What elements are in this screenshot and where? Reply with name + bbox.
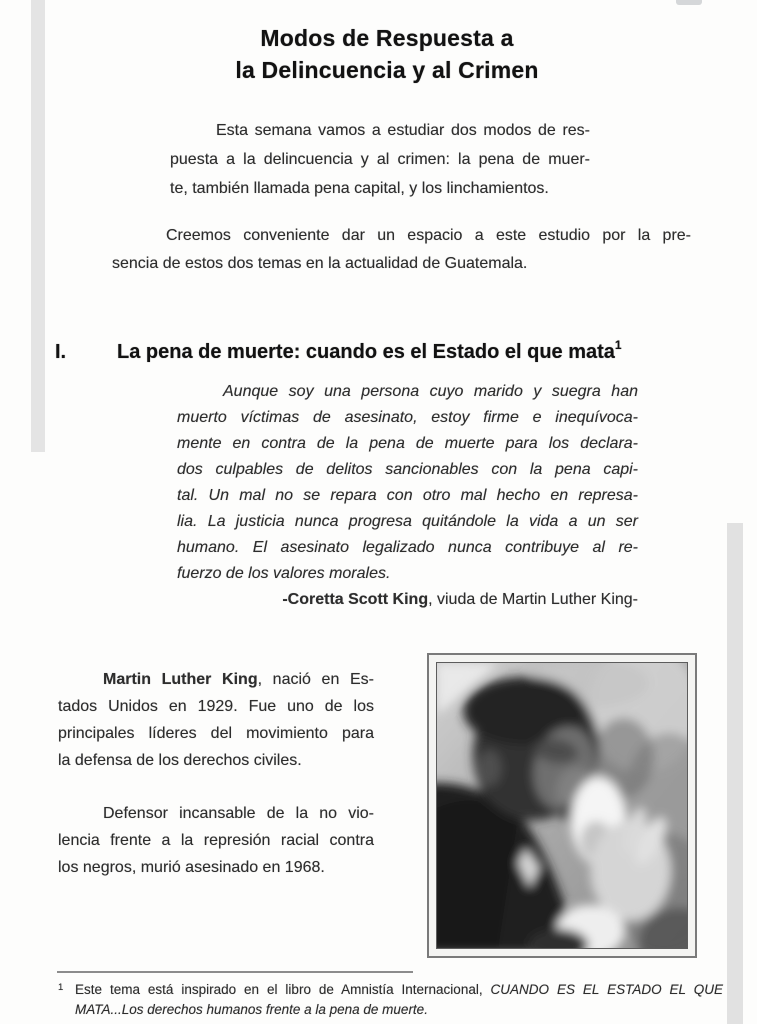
- paragraph-line: tados Unidos en 1929. Fue uno de los: [58, 698, 374, 715]
- paragraph-line: lencia frente a la represión racial contra: [58, 832, 374, 849]
- paragraph-line: puesta a la delincuencia y al crimen: la pena de muer-: [170, 151, 590, 168]
- section-heading: [55, 338, 705, 366]
- footnote-line: MATA...Los derechos humanos frente a la pena de muerte.: [75, 1002, 428, 1017]
- quote-attribution-name: -Coretta Scott King: [282, 591, 429, 608]
- paragraph-line: Martin Luther King, nació en Es-: [103, 671, 374, 688]
- block-quote: [177, 379, 638, 587]
- mlk-photo-illustration: [437, 663, 687, 948]
- intro-paragraph-2: [112, 222, 691, 278]
- quote-line: humano. El asesinato legalizado nunca contribuye al re-: [177, 539, 638, 556]
- footnote: [57, 980, 723, 1020]
- bio-name-bold: Martin Luther King: [103, 671, 258, 688]
- quote-attribution-role: , viuda de Martin Luther King-: [428, 591, 638, 608]
- footnote-line: Este tema está inspirado en el libro de Amnistía Internacional, CUANDO ES EL ESTADO EL QUE: [75, 982, 723, 997]
- bio-paragraph-2: [58, 800, 374, 881]
- quote-line: lia. La justicia nunca progresa quitándole la vida a un ser: [177, 513, 638, 530]
- paragraph-line: Defensor incansable de la no vio-: [103, 805, 374, 822]
- quote-line: Aunque soy una persona cuyo marido y suegra han: [223, 383, 638, 400]
- quote-line: tal. Un mal no se repara con otro mal hecho en represa-: [177, 487, 638, 504]
- footnote-reference: 1: [614, 338, 622, 353]
- section-heading-text: La pena de muerte: cuando es el Estado el que mata$^1$: [117, 338, 622, 363]
- photo-frame: [427, 653, 697, 958]
- scan-artifact-right-strip: [727, 523, 743, 1024]
- paragraph-line: Creemos conveniente dar un espacio a este estudio por la pre-: [166, 227, 691, 244]
- quote-line: fuerzo de los valores morales.: [177, 565, 391, 582]
- quote-attribution: [177, 587, 638, 613]
- document-title: [17, 22, 757, 86]
- paragraph-line: Esta semana vamos a estudiar dos modos de res-: [216, 122, 590, 139]
- paragraph-line: la defensa de los derechos civiles.: [58, 752, 302, 769]
- quote-line: mente en contra de la pena de muerte para los declara-: [177, 435, 638, 452]
- footnote-rule: [57, 971, 413, 973]
- quote-line: muerto víctimas de asesinato, estoy firme e inequívoca-: [177, 409, 638, 426]
- footnote-book-title: CUANDO ES EL ESTADO EL QUE: [490, 982, 723, 997]
- quote-line: dos culpables de delitos sancionables con la pena capi-: [177, 461, 638, 478]
- bio-paragraph-1: [58, 666, 374, 774]
- document-title-line1: Modos de Respuesta a: [260, 25, 514, 51]
- paragraph-line: los negros, murió asesinado en 1968.: [58, 859, 325, 876]
- paragraph-line: te, también llamada pena capital, y los linchamientos.: [170, 180, 549, 197]
- paragraph-line: principales líderes del movimiento para: [58, 725, 374, 742]
- scan-artifact-corner-mark: [676, 0, 702, 5]
- paragraph-line: sencia de estos dos temas en la actualidad de Guatemala.: [112, 255, 528, 272]
- mlk-photo: [436, 662, 688, 949]
- document-title-line2: la Delincuencia y al Crimen: [235, 57, 539, 83]
- intro-paragraph-1: [170, 116, 590, 203]
- footnote-marker: 1: [58, 982, 64, 993]
- section-numeral: I.: [55, 341, 67, 363]
